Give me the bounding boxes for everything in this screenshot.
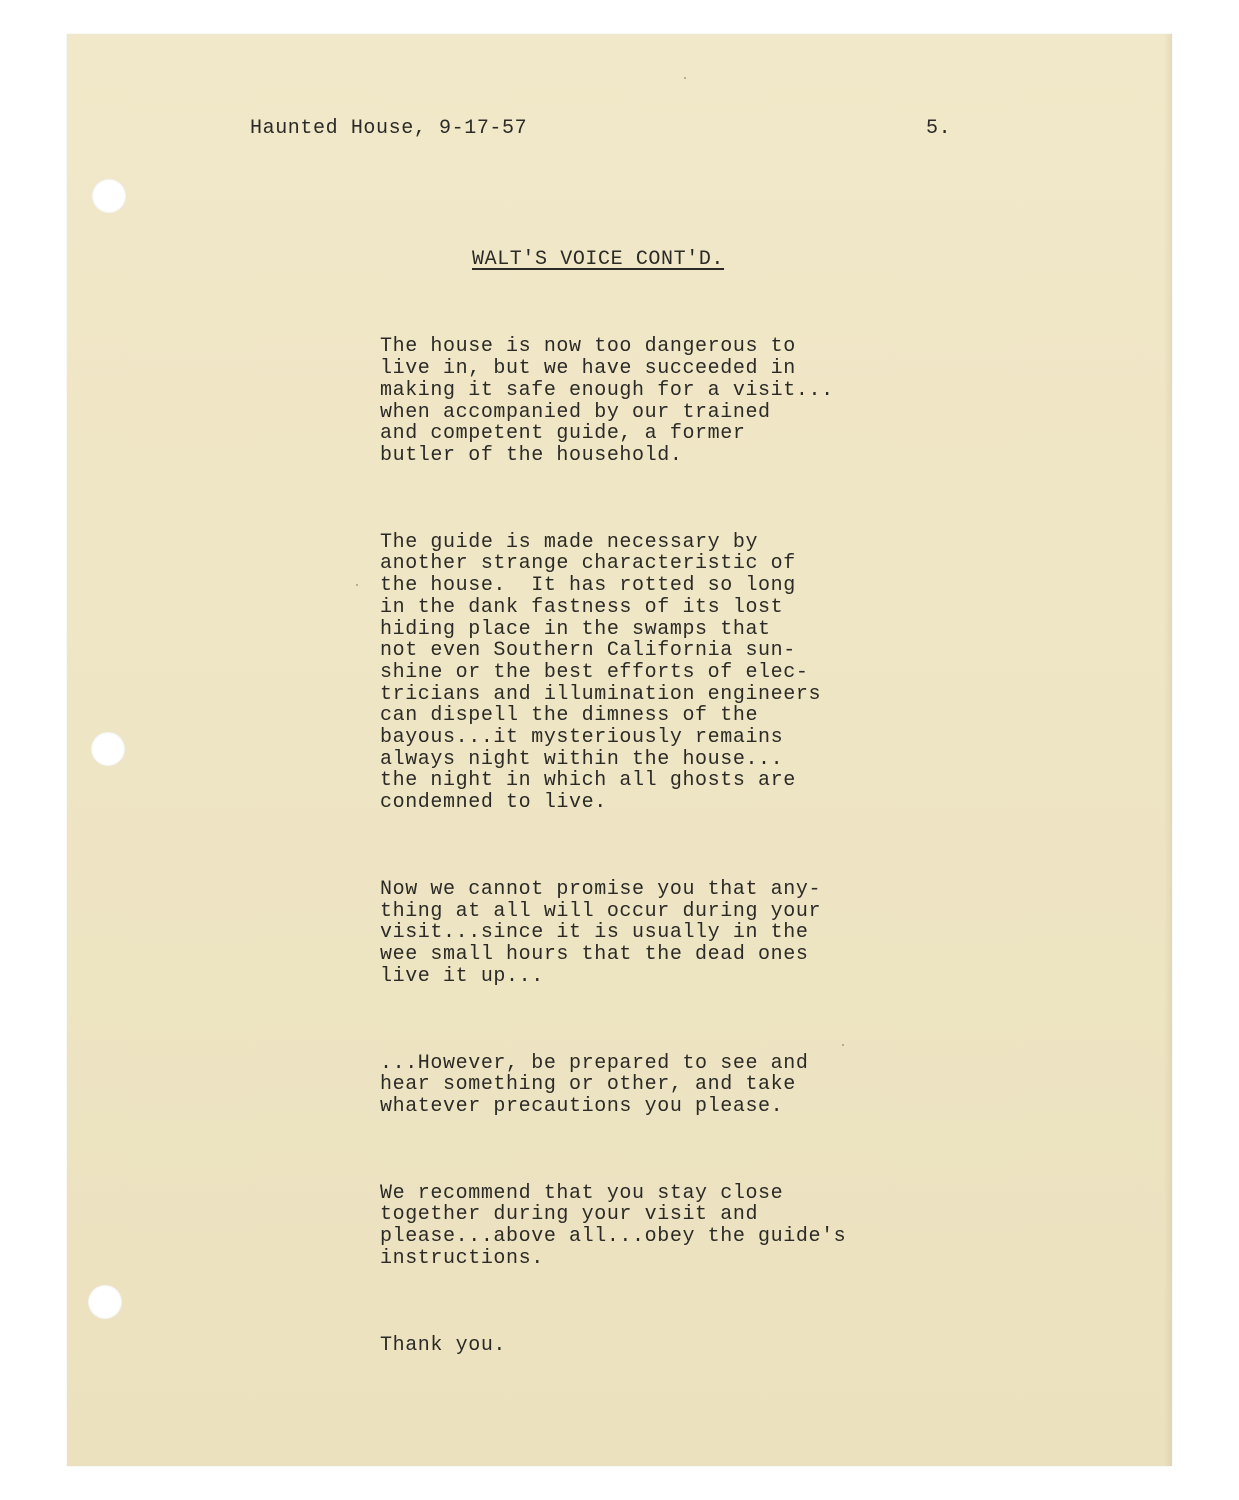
document-title: Haunted House, 9-17-57 bbox=[250, 117, 528, 140]
paper-speck bbox=[684, 77, 686, 79]
section-heading: WALT'S VOICE CONT'D. bbox=[472, 248, 725, 271]
page-number: 5. bbox=[926, 117, 952, 140]
punch-hole-bottom bbox=[88, 1285, 122, 1319]
paragraph: The house is now too dangerous to live in, but we have succeeded in making it safe enough for a visit... when accompanied by our trained and competent guide, a former butler of the household. bbox=[380, 335, 834, 467]
punch-hole-middle bbox=[91, 732, 125, 766]
paragraph: ...However, be prepared to see and hear something or other, and take whatever precautions you please. bbox=[380, 1051, 809, 1118]
paper-speck bbox=[356, 584, 358, 586]
script-body bbox=[380, 293, 846, 1378]
paragraph: Now we cannot promise you that any- thing at all will occur during your visit...since it is usually in the wee small hours that the dead ones live it up... bbox=[380, 877, 822, 988]
punch-hole-top bbox=[92, 179, 126, 213]
paper-edge-shadow bbox=[1164, 34, 1172, 1466]
paragraph: We recommend that you stay close together during your visit and please...above all...obey the guide's instructions. bbox=[380, 1181, 847, 1270]
closing-line: Thank you. bbox=[380, 1333, 507, 1357]
paragraph: The guide is made necessary by another strange characteristic of the house. It has rotted so long in the dank fastness of its lost hiding place in the swamps that not even Southern California sun- shine or the best efforts of elec- tricians and illumination engineers can dispell the dimness of the bayous...it mysteriously remains always night within the house... the night in which all ghosts are condemned to live. bbox=[380, 530, 822, 815]
